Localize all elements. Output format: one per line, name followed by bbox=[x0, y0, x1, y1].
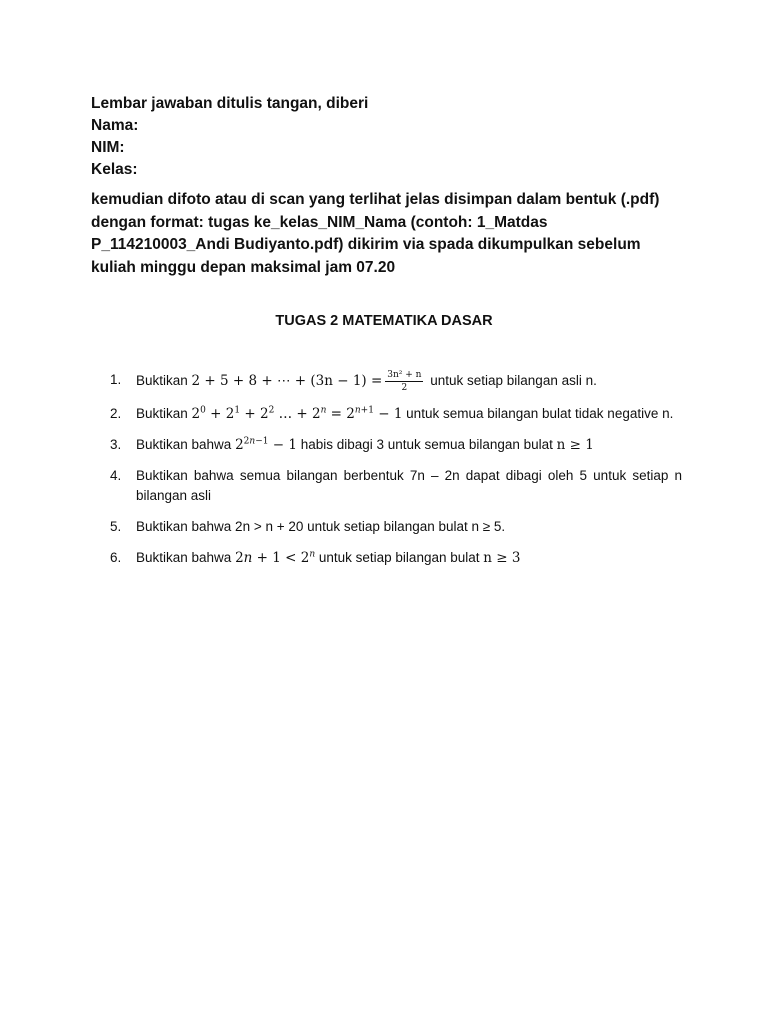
instruction-line-3: P_114210003_Andi Budiyanto.pdf) dikirim via spada dikumpulkan sebelum bbox=[91, 236, 641, 253]
problem-list bbox=[110, 370, 682, 579]
problem-number: 1. bbox=[110, 372, 122, 387]
fraction-numerator: 3n² + n bbox=[387, 370, 422, 380]
problem-condition: n ≥ 3 bbox=[483, 550, 521, 566]
assignment-title: TUGAS 2 MATEMATIKA DASAR bbox=[275, 313, 493, 329]
problem-tail: untuk setiap bilangan asli n. bbox=[426, 373, 597, 389]
problem-formula: 2 + 5 + 8 + ⋯ + (3n − 1) = bbox=[191, 373, 383, 390]
problem-item-2 bbox=[110, 404, 682, 424]
problem-item-6 bbox=[110, 548, 682, 568]
problem-formula: $2^{2n-1} - 1$ bbox=[235, 436, 297, 453]
problem-text bbox=[136, 435, 682, 455]
problem-item-1 bbox=[110, 370, 682, 393]
problem-text bbox=[136, 370, 682, 393]
problem-lead: Buktikan bbox=[136, 373, 192, 389]
problem-number: 6. bbox=[110, 550, 122, 565]
header-line-nim: NIM: bbox=[91, 139, 125, 156]
header-line-class: Kelas: bbox=[91, 161, 138, 178]
problem-number: 2. bbox=[110, 406, 122, 421]
problem-number: 5. bbox=[110, 519, 122, 534]
problem-item-4 bbox=[110, 466, 682, 506]
problem-item-3 bbox=[110, 435, 682, 455]
answer-sheet-header bbox=[91, 93, 368, 181]
problem-lead: Buktikan bahwa bbox=[136, 437, 236, 452]
instruction-line-1: kemudian difoto atau di scan yang terlihat jelas disimpan dalam bentuk (.pdf) bbox=[91, 191, 660, 208]
problem-formula: $2^0 + 2^1 + 2^2$ … + $2^n = 2^{n+1} - 1$ bbox=[191, 405, 403, 422]
problem-lead: Buktikan bahwa bbox=[136, 550, 236, 565]
problem-middle: habis dibagi 3 untuk semua bilangan bulat bbox=[296, 437, 557, 452]
problem-number: 4. bbox=[110, 468, 122, 483]
fraction-denominator: 2 bbox=[401, 383, 408, 393]
instruction-line-2: dengan format: tugas ke_kelas_NIM_Nama (contoh: 1_Matdas bbox=[91, 213, 548, 231]
problem-number: 3. bbox=[110, 437, 122, 452]
problem-text bbox=[136, 404, 682, 424]
problem-formula: $2n + 1 < 2^n$ bbox=[235, 549, 316, 566]
problem-text: Buktikan bahwa 2n > n + 20 untuk setiap bilangan bulat n ≥ 5. bbox=[136, 519, 506, 534]
header-line-name: Nama: bbox=[91, 117, 139, 134]
header-line-instruction: Lembar jawaban ditulis tangan, diberi bbox=[91, 95, 369, 112]
problem-fraction bbox=[385, 370, 423, 393]
problem-lead: Buktikan bbox=[136, 406, 192, 421]
problem-condition: n ≥ 1 bbox=[556, 437, 594, 453]
problem-middle: untuk setiap bilangan bulat bbox=[315, 550, 484, 565]
problem-tail: untuk semua bilangan bulat tidak negative n. bbox=[402, 406, 674, 421]
instruction-line-4: kuliah minggu depan maksimal jam 07.20 bbox=[91, 258, 396, 276]
problem-text: Buktikan bahwa semua bilangan berbentuk 7n – 2n dapat dibagi oleh 5 untuk setiap n bilangan asli bbox=[136, 468, 682, 503]
problem-text bbox=[136, 548, 682, 568]
problem-item-5 bbox=[110, 517, 682, 537]
submission-instructions bbox=[91, 189, 691, 279]
